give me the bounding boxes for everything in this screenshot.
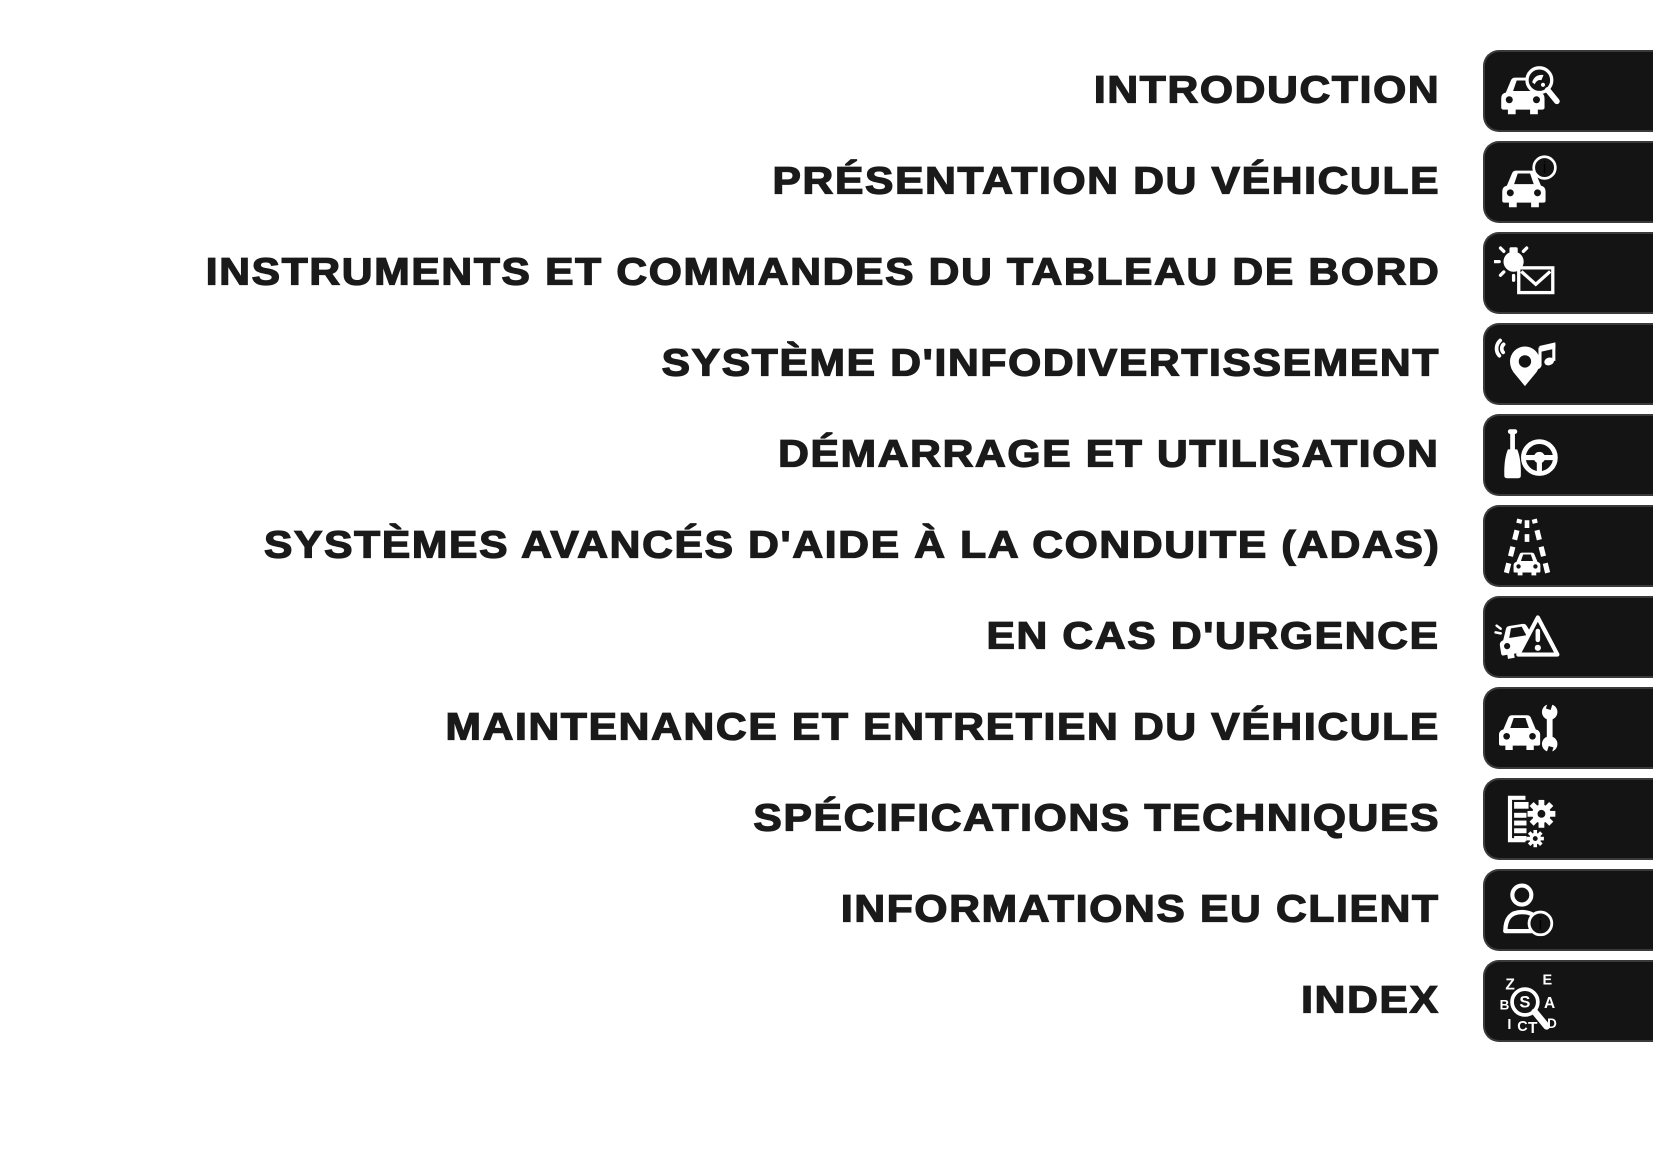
toc-row [0, 687, 1653, 769]
tab-adas[interactable] [1483, 505, 1653, 587]
car-wrench-icon [1494, 695, 1560, 761]
index-letter: S [1519, 993, 1531, 1012]
tab-infodivertissement[interactable] [1483, 323, 1653, 405]
section-title: SYSTÈME D'INFODIVERTISSEMENT [661, 342, 1440, 385]
index-letter: Z [1505, 976, 1515, 994]
toc-row [0, 323, 1653, 405]
toc-row [0, 141, 1653, 223]
tab-instruments-commandes[interactable] [1483, 232, 1653, 314]
toc-row [0, 50, 1653, 132]
tab-demarrage-utilisation[interactable] [1483, 414, 1653, 496]
tab-maintenance[interactable] [1483, 687, 1653, 769]
section-title: SYSTÈMES AVANCÉS D'AIDE À LA CONDUITE (ADAS) [263, 524, 1440, 567]
section-title: INSTRUMENTS ET COMMANDES DU TABLEAU DE BORD [205, 251, 1440, 294]
lane-assist-icon [1494, 513, 1560, 579]
section-title: INFORMATIONS EU CLIENT [841, 888, 1440, 931]
tab-index[interactable] [1483, 960, 1653, 1042]
warning-light-message-icon [1494, 240, 1560, 306]
section-title: INDEX [1301, 979, 1440, 1022]
tab-urgence[interactable] [1483, 596, 1653, 678]
section-title: DÉMARRAGE ET UTILISATION [778, 433, 1440, 476]
section-title: EN CAS D'URGENCE [986, 615, 1440, 658]
tab-presentation-du-vehicule[interactable] [1483, 141, 1653, 223]
index-letter: E [1542, 972, 1553, 989]
index-search-icon [1494, 968, 1560, 1034]
index-letter: B [1499, 997, 1510, 1013]
toc-row [0, 869, 1653, 951]
section-title: MAINTENANCE ET ENTRETIEN DU VÉHICULE [445, 706, 1440, 749]
emergency-triangle-icon [1494, 604, 1560, 670]
navigation-media-icon [1494, 331, 1560, 397]
gearshift-steering-icon [1494, 422, 1560, 488]
index-letter: T [1528, 1019, 1538, 1034]
toc-row [0, 596, 1653, 678]
tab-introduction[interactable] [1483, 50, 1653, 132]
tab-informations-eu-client[interactable] [1483, 869, 1653, 951]
index-letter: A [1544, 995, 1556, 1013]
toc-row [0, 778, 1653, 860]
customer-info-icon [1494, 877, 1560, 943]
index-letter: D [1547, 1015, 1557, 1031]
car-info-icon [1494, 149, 1560, 215]
section-title: INTRODUCTION [1093, 69, 1440, 112]
spec-sheet-gears-icon [1494, 786, 1560, 852]
tab-specifications[interactable] [1483, 778, 1653, 860]
toc-row [0, 414, 1653, 496]
car-search-icon [1494, 58, 1560, 124]
toc-row [0, 505, 1653, 587]
toc-row [0, 232, 1653, 314]
section-title: PRÉSENTATION DU VÉHICULE [772, 160, 1440, 203]
section-title: SPÉCIFICATIONS TECHNIQUES [753, 797, 1440, 840]
index-letter: C [1517, 1018, 1528, 1034]
toc-row [0, 960, 1653, 1042]
index-letter: I [1507, 1016, 1512, 1033]
